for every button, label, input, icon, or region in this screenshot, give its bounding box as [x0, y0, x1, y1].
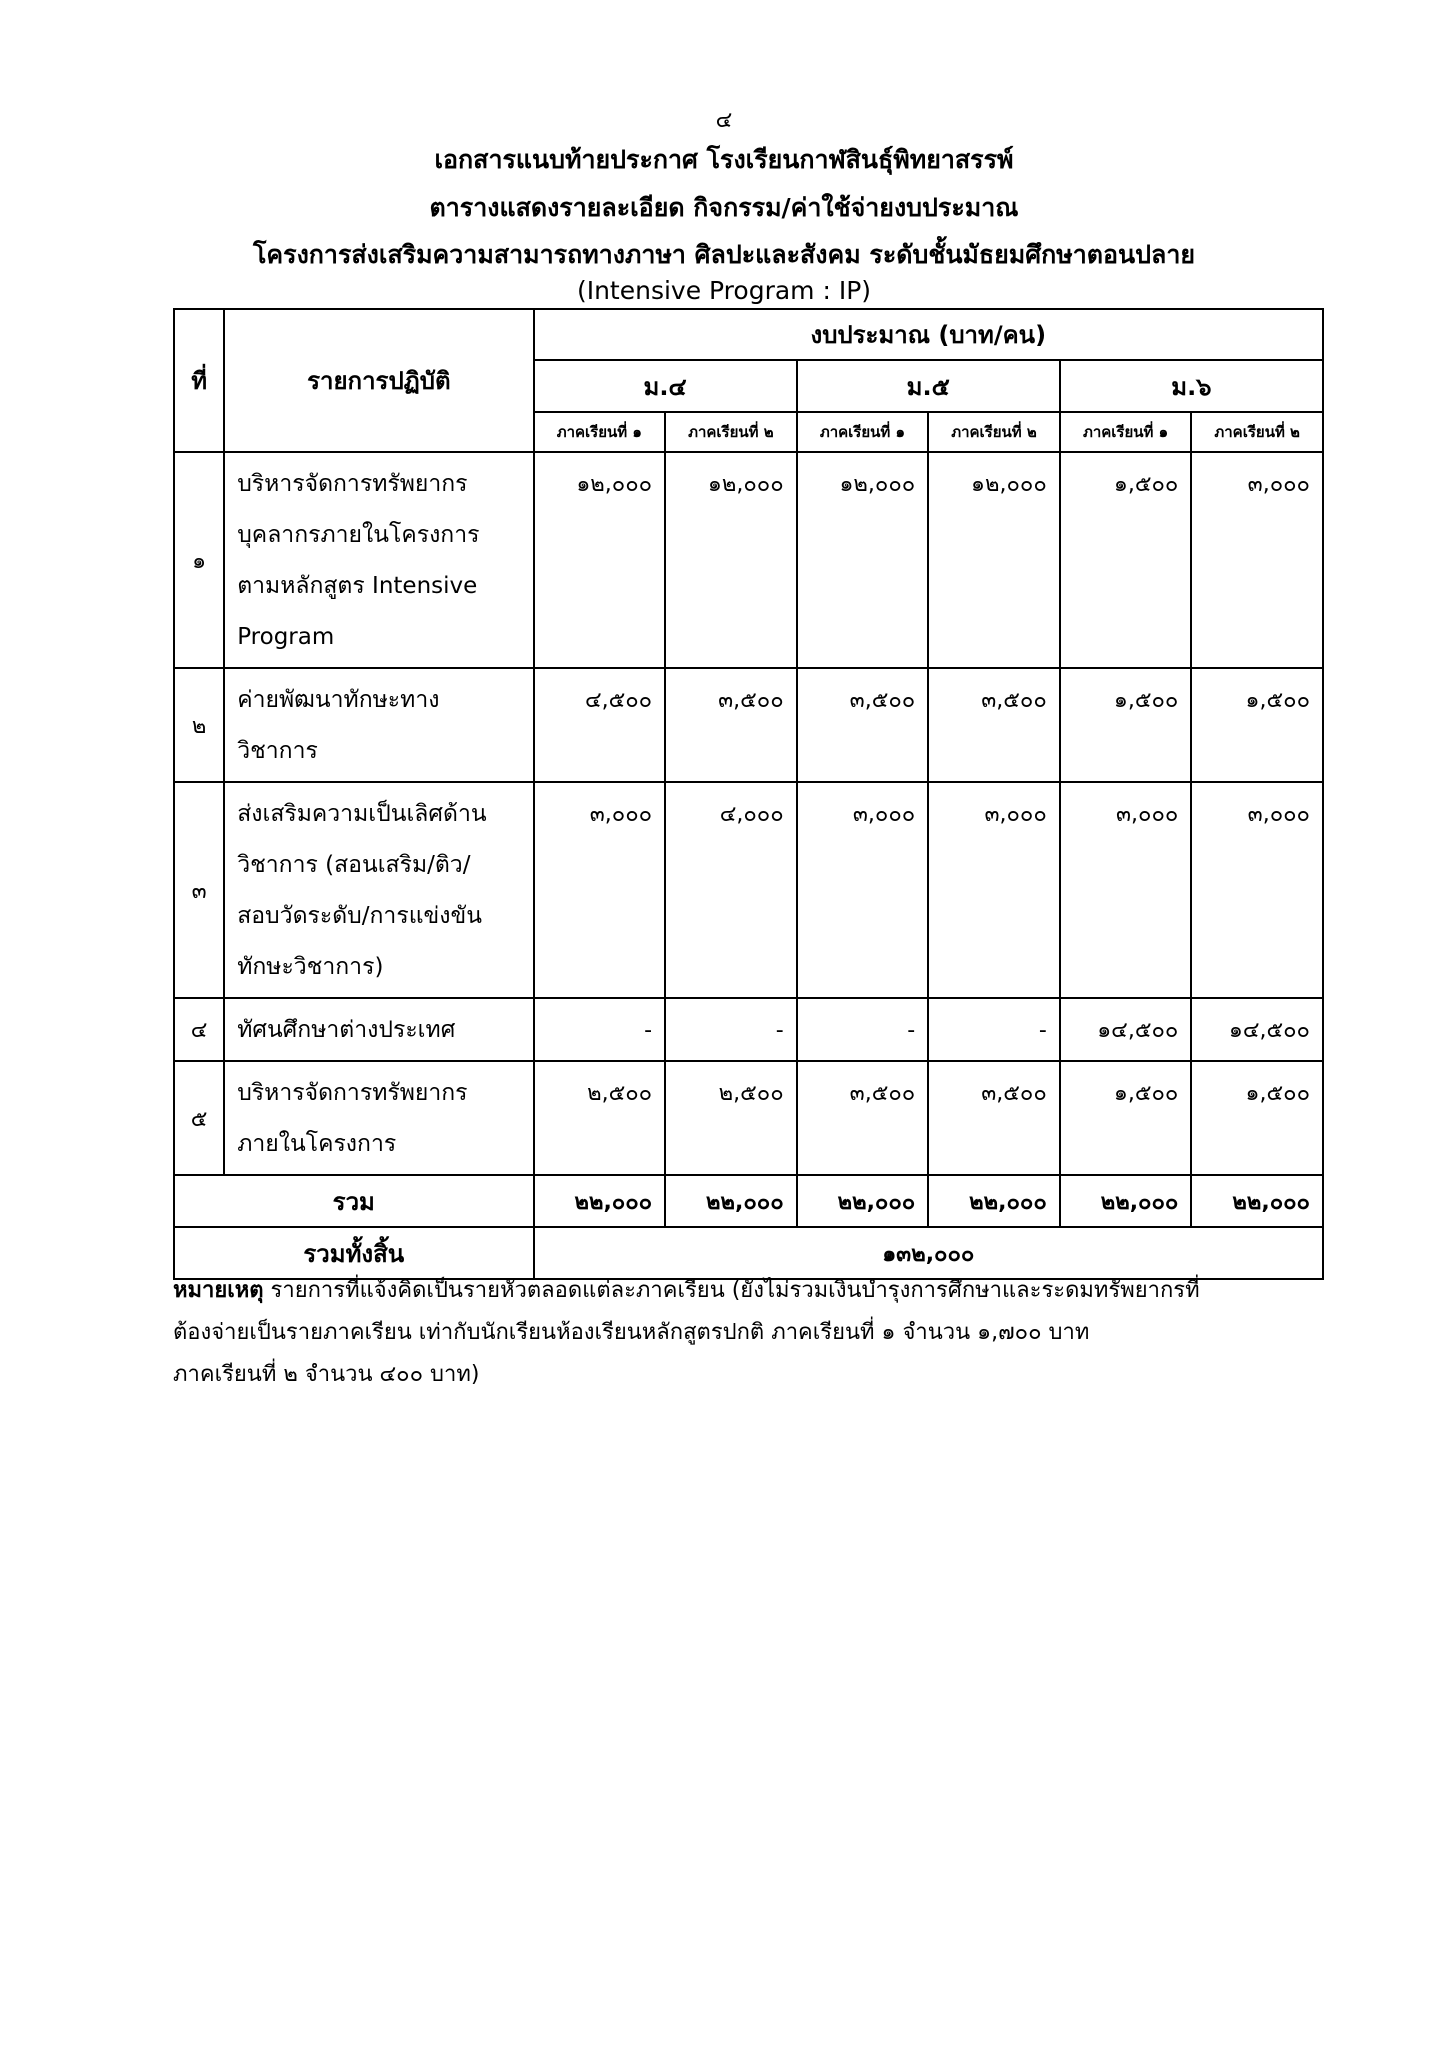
row-item — [224, 998, 533, 1061]
table-row — [174, 782, 1323, 998]
grand-total-label: รวมทั้งสิ้น — [174, 1227, 534, 1279]
cell-value: ๑,๕๐๐ — [1060, 1061, 1192, 1175]
column-header-budget: งบประมาณ (บาท/คน) — [534, 309, 1323, 360]
page-number: ๔ — [715, 108, 733, 133]
column-header-item: รายการปฏิบัติ — [224, 309, 533, 452]
table-row — [174, 668, 1323, 782]
column-header-term-1: ภาคเรียนที่ ๑ — [797, 412, 929, 452]
grand-total-value: ๑๓๒,๐๐๐ — [534, 1227, 1323, 1279]
cell-value: ๓,๐๐๐ — [797, 782, 929, 998]
row-item-line: ทักษะวิชาการ) — [237, 954, 384, 980]
cell-value: ๓,๕๐๐ — [665, 668, 797, 782]
total-label: รวม — [174, 1175, 534, 1227]
footnote-line: ภาคเรียนที่ ๒ จำนวน ๔๐๐ บาท) — [173, 1362, 480, 1387]
table-title: ตารางแสดงรายละเอียด กิจกรรม/ค่าใช้จ่ายงบประมาณ — [429, 193, 1019, 222]
cell-value: - — [665, 998, 797, 1061]
column-header-term-2: ภาคเรียนที่ ๒ — [928, 412, 1060, 452]
program-subtitle: (Intensive Program : IP) — [576, 276, 872, 305]
total-value: ๒๒,๐๐๐ — [534, 1175, 666, 1227]
row-item-line: Program — [237, 624, 335, 650]
cell-value: ๑,๕๐๐ — [1191, 1061, 1323, 1175]
row-item — [224, 782, 533, 998]
cell-value: ๑,๕๐๐ — [1060, 452, 1192, 668]
row-item — [224, 668, 533, 782]
cell-value: ๑,๕๐๐ — [1060, 668, 1192, 782]
row-number: ๕ — [174, 1061, 224, 1175]
row-item-line: วิชาการ — [237, 738, 318, 764]
row-number: ๒ — [174, 668, 224, 782]
footnote-line: ต้องจ่ายเป็นรายภาคเรียน เท่ากับนักเรียนห้องเรียนหลักสูตรปกติ ภาคเรียนที่ ๑ จำนวน ๑,๗๐๐ บาท — [173, 1320, 1090, 1345]
footnote-text: รายการที่แจ้งคิดเป็นรายหัวตลอดแต่ละภาคเรียน (ยังไม่รวมเงินบำรุงการศึกษาและระดมทรัพยากรที่ — [263, 1278, 1200, 1303]
total-value: ๒๒,๐๐๐ — [1060, 1175, 1192, 1227]
cell-value: ๓,๕๐๐ — [928, 668, 1060, 782]
row-number: ๑ — [174, 452, 224, 668]
column-header-grade-5: ม.๕ — [797, 360, 1060, 412]
table-row — [174, 998, 1323, 1061]
project-title: โครงการส่งเสริมความสามารถทางภาษา ศิลปะและสังคม ระดับชั้นมัธยมศึกษาตอนปลาย — [252, 240, 1196, 269]
document-title: เอกสารแนบท้ายประกาศ โรงเรียนกาฬสินธุ์พิทยาสรรพ์ — [434, 145, 1014, 174]
cell-value: ๓,๐๐๐ — [534, 782, 666, 998]
row-item — [224, 452, 533, 668]
cell-value: ๑,๕๐๐ — [1191, 668, 1323, 782]
column-header-term-1: ภาคเรียนที่ ๑ — [534, 412, 666, 452]
row-item-line: ค่ายพัฒนาทักษะทาง — [237, 687, 440, 713]
cell-value: ๓,๕๐๐ — [797, 1061, 929, 1175]
row-item-line: ภายในโครงการ — [237, 1131, 397, 1157]
cell-value: ๓,๕๐๐ — [928, 1061, 1060, 1175]
cell-value: ๓,๕๐๐ — [797, 668, 929, 782]
row-item-line: สอบวัดระดับ/การแข่งขัน — [237, 903, 482, 929]
total-value: ๒๒,๐๐๐ — [928, 1175, 1060, 1227]
cell-value: - — [928, 998, 1060, 1061]
cell-value: ๒,๕๐๐ — [534, 1061, 666, 1175]
cell-value: ๓,๐๐๐ — [1191, 452, 1323, 668]
budget-table — [173, 308, 1324, 1280]
table-row — [174, 452, 1323, 668]
row-item-line: ทัศนศึกษาต่างประเทศ — [237, 1017, 456, 1043]
row-number: ๓ — [174, 782, 224, 998]
row-item — [224, 1061, 533, 1175]
cell-value: ๑๔,๕๐๐ — [1191, 998, 1323, 1061]
table-row — [174, 1061, 1323, 1175]
cell-value: - — [534, 998, 666, 1061]
row-item-line: บริหารจัดการทรัพยากร — [237, 1080, 468, 1106]
footnote — [173, 1270, 1313, 1396]
cell-value: ๓,๐๐๐ — [1060, 782, 1192, 998]
column-header-term-2: ภาคเรียนที่ ๒ — [665, 412, 797, 452]
cell-value: ๔,๕๐๐ — [534, 668, 666, 782]
cell-value: ๓,๐๐๐ — [928, 782, 1060, 998]
row-item-line: บุคลากรภายในโครงการ — [237, 522, 480, 548]
cell-value: ๔,๐๐๐ — [665, 782, 797, 998]
row-number: ๔ — [174, 998, 224, 1061]
cell-value: ๑๒,๐๐๐ — [534, 452, 666, 668]
total-row — [174, 1175, 1323, 1227]
cell-value: - — [797, 998, 929, 1061]
total-value: ๒๒,๐๐๐ — [797, 1175, 929, 1227]
column-header-grade-4: ม.๔ — [534, 360, 797, 412]
row-item-line: วิชาการ (สอนเสริม/ติว/ — [237, 852, 471, 878]
column-header-term-1: ภาคเรียนที่ ๑ — [1060, 412, 1192, 452]
footnote-line — [173, 1270, 1313, 1312]
row-item-line: บริหารจัดการทรัพยากร — [237, 471, 468, 497]
cell-value: ๑๒,๐๐๐ — [665, 452, 797, 668]
row-item-line: ส่งเสริมความเป็นเลิศด้าน — [237, 801, 487, 827]
cell-value: ๑๒,๐๐๐ — [797, 452, 929, 668]
cell-value: ๓,๐๐๐ — [1191, 782, 1323, 998]
total-value: ๒๒,๐๐๐ — [1191, 1175, 1323, 1227]
cell-value: ๑๔,๕๐๐ — [1060, 998, 1192, 1061]
column-header-term-2: ภาคเรียนที่ ๒ — [1191, 412, 1323, 452]
column-header-grade-6: ม.๖ — [1060, 360, 1323, 412]
footnote-label: หมายเหตุ — [173, 1278, 264, 1303]
cell-value: ๒,๕๐๐ — [665, 1061, 797, 1175]
row-item-line: ตามหลักสูตร Intensive — [237, 573, 478, 599]
column-header-no: ที่ — [174, 309, 224, 452]
total-value: ๒๒,๐๐๐ — [665, 1175, 797, 1227]
cell-value: ๑๒,๐๐๐ — [928, 452, 1060, 668]
